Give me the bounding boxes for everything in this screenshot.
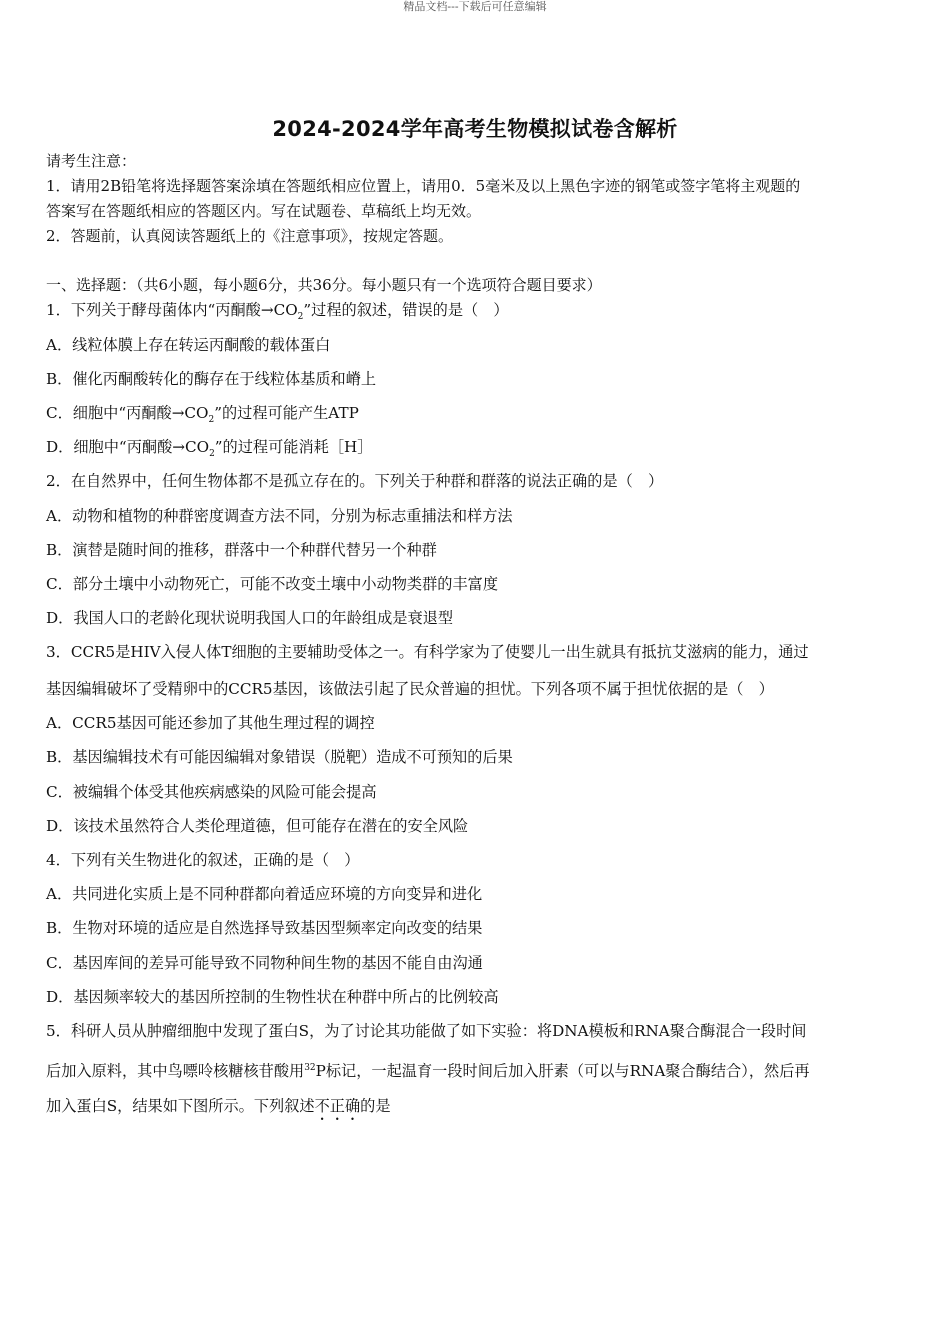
q5-emphasis: 不正确 — [314, 1097, 361, 1115]
q1-c-part-b: ”的过程可能产生ATP — [214, 404, 359, 422]
q1-option-d — [46, 437, 906, 464]
q1-option-c — [46, 403, 906, 430]
question-3-stem-line-2: 基因编辑破坏了受精卵中的CCR5基因，该做法引起了民众普遍的担忧。下列各项不属于担忧依据的是（ ） — [46, 680, 774, 698]
question-5-line-1: 5．科研人员从肿瘤细胞中发现了蛋白S，为了讨论其功能做了如下实验：将DNA模板和RNA聚合酶混合一段时间 — [46, 1022, 807, 1040]
page-title: 2024-2024学年高考生物模拟试卷含解析 — [272, 117, 678, 141]
q1-d-subscript: 2 — [209, 449, 215, 460]
q5-superscript: 32 — [304, 1063, 316, 1073]
header-note: 精品文档---下载后可任意编辑 — [403, 0, 547, 13]
q1-stem-part-a: 1．下列关于酵母菌体内“丙酮酸→CO — [46, 301, 298, 319]
q3-option-b: B．基因编辑技术有可能因编辑对象错误（脱靶）造成不可预知的后果 — [46, 748, 513, 766]
q3-option-a: A．CCR5基因可能还参加了其他生理过程的调控 — [46, 714, 375, 732]
section-heading: 一、选择题：（共6小题，每小题6分，共36分。每小题只有一个选项符合题目要求） — [46, 276, 602, 294]
q2-option-a: A．动物和植物的种群密度调查方法不同，分别为标志重捕法和样方法 — [46, 507, 513, 525]
q1-d-part-a: D．细胞中“丙酮酸→CO — [46, 438, 210, 456]
q4-option-a: A．共同进化实质上是不同种群都向着适应环境的方向变异和进化 — [46, 885, 483, 903]
q1-c-part-a: C．细胞中“丙酮酸→CO — [46, 404, 209, 422]
q2-option-c: C．部分土壤中小动物死亡，可能不改变土壤中小动物类群的丰富度 — [46, 575, 499, 593]
q1-stem-subscript: 2 — [297, 312, 304, 323]
notice-item-1-line-1: 1．请用2B铅笔将选择题答案涂填在答题纸相应位置上，请用0．5毫米及以上黑色字迹的钢笔或签字笔将主观题的 — [46, 177, 801, 195]
q1-option-a: A．线粒体膜上存在转运丙酮酸的载体蛋白 — [46, 336, 331, 354]
q1-option-b: B．催化丙酮酸转化的酶存在于线粒体基质和嵴上 — [46, 370, 377, 388]
question-3-stem-line-1: 3．CCR5是HIV入侵人体T细胞的主要辅助受体之一。有科学家为了使婴儿一出生就具有抵抗艾滋病的能力，通过 — [46, 643, 809, 661]
q4-option-c: C．基因库间的差异可能导致不同物种间生物的基因不能自由沟通 — [46, 954, 483, 972]
q2-option-d: D．我国人口的老龄化现状说明我国人口的年龄组成是衰退型 — [46, 609, 454, 627]
q1-c-subscript: 2 — [208, 415, 215, 426]
q5-line2-part-b: P标记，一起温育一段时间后加入肝素（可以与RNA聚合酶结合），然后再 — [315, 1062, 810, 1081]
q1-d-part-b: ”的过程可能消耗［H］ — [214, 438, 373, 456]
q4-option-b: B．生物对环境的适应是自然选择导致基因型频率定向改变的结果 — [46, 919, 483, 937]
notice-heading: 请考生注意： — [46, 152, 137, 170]
q5-line2-part-a: 后加入原料，其中鸟嘌呤核糖核苷酸用 — [46, 1062, 305, 1081]
q5-line3-part-b: 的是 — [360, 1097, 391, 1115]
q1-stem-part-b: ”过程的叙述，错误的是（ ） — [303, 301, 509, 319]
q3-option-c: C．被编辑个体受其他疾病感染的风险可能会提高 — [46, 783, 377, 801]
q5-line3-part-a: 加入蛋白S，结果如下图所示。下列叙述 — [46, 1097, 315, 1115]
notice-item-2: 2．答题前，认真阅读答题纸上的《注意事项》，按规定答题。 — [46, 227, 454, 245]
question-5-line-2 — [46, 1058, 906, 1081]
question-2-stem: 2．在自然界中，任何生物体都不是孤立存在的。下列关于种群和群落的说法正确的是（ ） — [46, 472, 664, 490]
question-5-line-3 — [46, 1096, 906, 1124]
q3-option-d: D．该技术虽然符合人类伦理道德，但可能存在潜在的安全风险 — [46, 817, 469, 835]
notice-item-1-line-2: 答案写在答题纸相应的答题区内。写在试题卷、草稿纸上均无效。 — [46, 202, 482, 220]
q4-option-d: D．基因频率较大的基因所控制的生物性状在种群中所占的比例较高 — [46, 988, 499, 1006]
question-4-stem: 4．下列有关生物进化的叙述，正确的是（ ） — [46, 851, 360, 869]
q2-option-b: B．演替是随时间的推移，群落中一个种群代替另一个种群 — [46, 541, 437, 559]
question-1-stem — [46, 300, 906, 327]
